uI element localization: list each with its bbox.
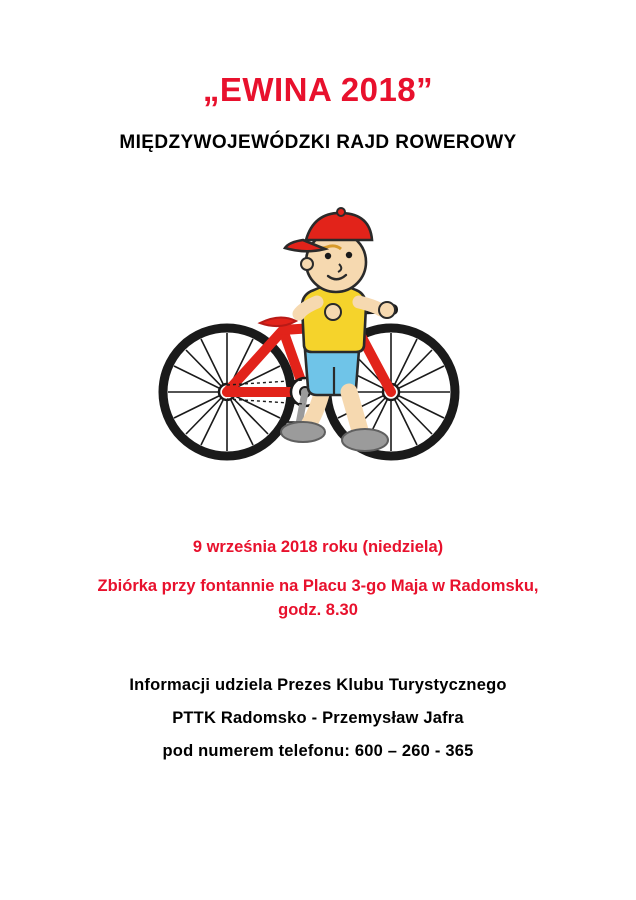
event-date: 9 września 2018 roku (niedziela) <box>192 538 444 557</box>
contact-line-2: PTTK Radomsko - Przemysław Jafra <box>172 709 464 728</box>
contact-line-1: Informacji udziela Prezes Klubu Turystycznego <box>129 676 507 695</box>
contact-block <box>129 669 506 768</box>
page-title: „EWINA 2018” <box>202 71 434 108</box>
event-place: Zbiórka przy fontannie na Placu 3-go Maja w Radomsku, godz. 8.30 <box>97 577 539 620</box>
contact-line-3: pod numerem telefonu: 600 – 260 - 365 <box>162 742 474 761</box>
page-subtitle: MIĘDZYWOJEWÓDZKI RAJD ROWEROWY <box>119 132 517 154</box>
boy-with-bicycle-illustration <box>153 192 483 492</box>
